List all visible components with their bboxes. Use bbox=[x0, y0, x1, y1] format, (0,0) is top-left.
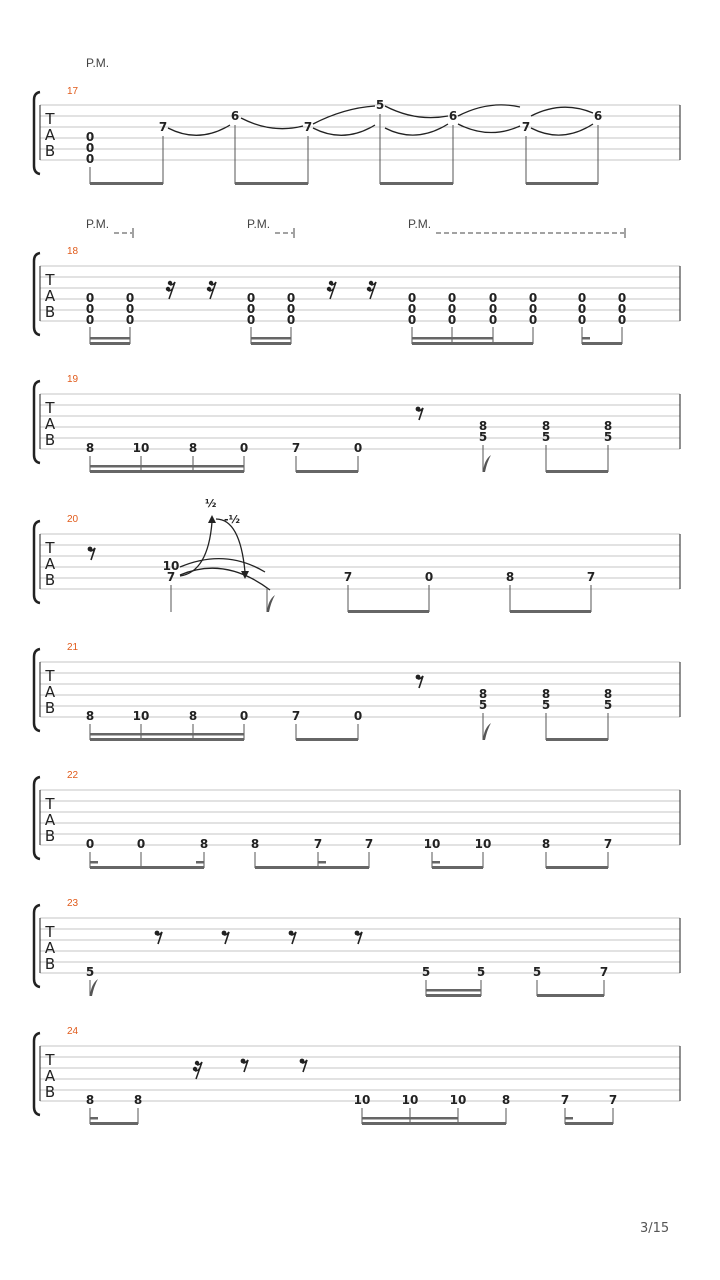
fret-number: 0 bbox=[528, 313, 538, 327]
fret-number: 5 bbox=[603, 430, 613, 444]
clef-a: A bbox=[44, 811, 56, 829]
fret-number: 0 bbox=[407, 313, 417, 327]
fret-number: 5 bbox=[603, 698, 613, 712]
fret-number: -½ bbox=[224, 513, 240, 526]
fret-number: 0 bbox=[85, 152, 95, 166]
measure-number: 24 bbox=[67, 1026, 79, 1037]
beams bbox=[348, 610, 591, 613]
rests bbox=[193, 1059, 307, 1079]
fret-number: 7 bbox=[603, 837, 613, 851]
measure-number: 17 bbox=[67, 86, 79, 97]
fret-number: 7 bbox=[364, 837, 374, 851]
clef-b: B bbox=[44, 955, 56, 973]
fret-number: 0 bbox=[136, 837, 146, 851]
rests bbox=[155, 931, 362, 944]
note-flag bbox=[267, 595, 275, 612]
palm-mute-markings bbox=[86, 217, 625, 238]
beams bbox=[90, 337, 622, 345]
fret-number: 7 bbox=[158, 120, 168, 134]
fret-number: 7 bbox=[343, 570, 353, 584]
fret-number: 7 bbox=[291, 441, 301, 455]
clef-b: B bbox=[44, 571, 56, 589]
fret-number: 0 bbox=[85, 130, 95, 144]
fret-number: 8 bbox=[188, 709, 198, 723]
fret-number: 0 bbox=[286, 302, 296, 316]
fret-number: 5 bbox=[421, 965, 431, 979]
fret-number: 5 bbox=[85, 965, 95, 979]
rest bbox=[289, 931, 296, 944]
clef-a: A bbox=[44, 287, 56, 305]
staff-bracket bbox=[34, 381, 40, 463]
fret-number: 0 bbox=[85, 313, 95, 327]
fret-number: 0 bbox=[488, 302, 498, 316]
stems bbox=[90, 980, 604, 996]
rest bbox=[327, 281, 336, 299]
fret-number: 10 bbox=[474, 837, 492, 851]
fret-number: 8 bbox=[199, 837, 209, 851]
fret-number: 0 bbox=[447, 313, 457, 327]
fret-number: 10 bbox=[401, 1093, 419, 1107]
fret-number: P.M. bbox=[86, 217, 110, 231]
fret-number: 8 bbox=[250, 837, 260, 851]
fret-number: 10 bbox=[132, 709, 150, 723]
fret-number: 5 bbox=[478, 430, 488, 444]
palm-mute-label: P.M. bbox=[86, 56, 110, 70]
rest bbox=[416, 675, 423, 688]
fret-number: 8 bbox=[188, 441, 198, 455]
clef-t: T bbox=[45, 1051, 55, 1069]
note-flag bbox=[483, 723, 491, 740]
beams bbox=[90, 733, 608, 741]
beams bbox=[90, 861, 608, 869]
slur-ties bbox=[180, 559, 270, 590]
fret-number: 0 bbox=[353, 441, 363, 455]
fret-number: 6 bbox=[230, 109, 240, 123]
staff-bracket bbox=[34, 1033, 40, 1115]
staff-lines bbox=[40, 534, 680, 589]
tab-notes bbox=[86, 965, 608, 979]
clef-a: A bbox=[44, 939, 56, 957]
fret-number: 0 bbox=[85, 291, 95, 305]
fret-number: 8 bbox=[603, 419, 613, 433]
fret-number: 8 bbox=[85, 441, 95, 455]
fret-number: 0 bbox=[617, 302, 627, 316]
tab-notes bbox=[86, 419, 612, 455]
stems bbox=[90, 1108, 613, 1124]
clef-t: T bbox=[45, 667, 55, 685]
stems bbox=[90, 852, 608, 868]
fret-number: 8 bbox=[541, 419, 551, 433]
rest bbox=[88, 547, 95, 560]
rest bbox=[207, 281, 216, 299]
rest bbox=[155, 931, 162, 944]
fret-number: 7 bbox=[560, 1093, 570, 1107]
fret-number: 7 bbox=[599, 965, 609, 979]
rest bbox=[241, 1059, 248, 1072]
clef-t: T bbox=[45, 110, 55, 128]
tab-staff-18 bbox=[34, 217, 680, 345]
fret-number: 10 bbox=[132, 441, 150, 455]
fret-number: 8 bbox=[85, 709, 95, 723]
fret-number: 5 bbox=[476, 965, 486, 979]
tab-notes bbox=[86, 837, 612, 851]
measure-number: 21 bbox=[67, 642, 79, 653]
fret-number: 0 bbox=[488, 313, 498, 327]
fret-number: 0 bbox=[85, 837, 95, 851]
measure-number: 23 bbox=[67, 898, 79, 909]
tab-notes bbox=[86, 687, 612, 723]
tab-staff-21 bbox=[34, 642, 680, 741]
clef-t: T bbox=[45, 539, 55, 557]
note-flag bbox=[483, 455, 491, 472]
fret-number: 0 bbox=[577, 313, 587, 327]
tab-staff-22 bbox=[34, 770, 680, 869]
fret-number: 0 bbox=[286, 291, 296, 305]
clef-t: T bbox=[45, 399, 55, 417]
clef-t: T bbox=[45, 271, 55, 289]
fret-number: 0 bbox=[85, 141, 95, 155]
staff-bracket bbox=[34, 253, 40, 335]
fret-number: 0 bbox=[617, 313, 627, 327]
fret-number: 8 bbox=[541, 837, 551, 851]
staff-bracket bbox=[34, 92, 40, 174]
clef-a: A bbox=[44, 126, 56, 144]
rest bbox=[416, 407, 423, 420]
clef-b: B bbox=[44, 303, 56, 321]
rest bbox=[355, 931, 362, 944]
clef-b: B bbox=[44, 827, 56, 845]
staff-bracket bbox=[34, 777, 40, 859]
measure-number: 19 bbox=[67, 374, 79, 385]
tab-notes bbox=[163, 559, 596, 584]
fret-number: 0 bbox=[125, 291, 135, 305]
fret-number: 8 bbox=[603, 687, 613, 701]
tab-notes bbox=[86, 291, 626, 327]
fret-number: 5 bbox=[375, 98, 385, 112]
fret-number: 0 bbox=[407, 302, 417, 316]
fret-number: 7 bbox=[303, 120, 313, 134]
measure-number: 18 bbox=[67, 246, 79, 257]
fret-number: 0 bbox=[447, 302, 457, 316]
fret-number: 8 bbox=[85, 1093, 95, 1107]
fret-number: 0 bbox=[528, 291, 538, 305]
fret-number: 0 bbox=[447, 291, 457, 305]
tab-staff-20 bbox=[34, 497, 680, 613]
clef-a: A bbox=[44, 683, 56, 701]
rest bbox=[300, 1059, 307, 1072]
page-number: 3/15 bbox=[640, 1221, 670, 1236]
fret-number: 10 bbox=[423, 837, 441, 851]
measure-number: 22 bbox=[67, 770, 79, 781]
clef-a: A bbox=[44, 555, 56, 573]
fret-number: 6 bbox=[448, 109, 458, 123]
fret-number: 0 bbox=[407, 291, 417, 305]
fret-number: ½ bbox=[205, 497, 217, 510]
fret-number: 7 bbox=[608, 1093, 618, 1107]
fret-number: 0 bbox=[488, 291, 498, 305]
fret-number: 7 bbox=[166, 570, 176, 584]
fret-number: 0 bbox=[85, 302, 95, 316]
fret-number: 5 bbox=[541, 698, 551, 712]
fret-number: 0 bbox=[577, 302, 587, 316]
fret-number: 0 bbox=[125, 313, 135, 327]
fret-number: 5 bbox=[532, 965, 542, 979]
fret-number: 0 bbox=[528, 302, 538, 316]
beams bbox=[90, 465, 608, 473]
fret-number: 0 bbox=[353, 709, 363, 723]
rest bbox=[166, 281, 175, 299]
fret-number: 8 bbox=[478, 419, 488, 433]
fret-number: 8 bbox=[501, 1093, 511, 1107]
clef-t: T bbox=[45, 923, 55, 941]
fret-number: 0 bbox=[125, 302, 135, 316]
clef-b: B bbox=[44, 699, 56, 717]
tab-staff-19 bbox=[34, 374, 680, 473]
fret-number: 8 bbox=[133, 1093, 143, 1107]
fret-number: 10 bbox=[162, 559, 180, 573]
fret-number: 7 bbox=[291, 709, 301, 723]
fret-number: 0 bbox=[239, 709, 249, 723]
fret-number: 6 bbox=[593, 109, 603, 123]
tab-staff-23 bbox=[34, 898, 680, 997]
staff-bracket bbox=[34, 905, 40, 987]
beams bbox=[90, 182, 598, 185]
staff-bracket bbox=[34, 649, 40, 731]
fret-number: 10 bbox=[449, 1093, 467, 1107]
beams bbox=[426, 989, 604, 997]
fret-number: 7 bbox=[521, 120, 531, 134]
fret-number: P.M. bbox=[247, 217, 271, 231]
beams bbox=[90, 1117, 613, 1125]
stems bbox=[90, 327, 622, 344]
fret-number: 5 bbox=[541, 430, 551, 444]
fret-number: 8 bbox=[478, 687, 488, 701]
tab-notes bbox=[86, 1093, 617, 1107]
fret-number: 8 bbox=[505, 570, 515, 584]
fret-number: P.M. bbox=[408, 217, 432, 231]
fret-number: 0 bbox=[246, 291, 256, 305]
staff-bracket bbox=[34, 521, 40, 603]
fret-number: 0 bbox=[246, 302, 256, 316]
clef-b: B bbox=[44, 431, 56, 449]
clef-a: A bbox=[44, 1067, 56, 1085]
tab-staff-17 bbox=[34, 56, 680, 185]
measure-number: 20 bbox=[67, 514, 79, 525]
note-flag bbox=[90, 979, 98, 996]
rest bbox=[193, 1061, 202, 1079]
rest bbox=[367, 281, 376, 299]
fret-number: 10 bbox=[353, 1093, 371, 1107]
fret-number: 0 bbox=[577, 291, 587, 305]
fret-number: 0 bbox=[286, 313, 296, 327]
tab-staff-24 bbox=[34, 1026, 680, 1125]
clef-a: A bbox=[44, 415, 56, 433]
fret-number: 7 bbox=[313, 837, 323, 851]
rests bbox=[166, 281, 376, 299]
fret-number: 7 bbox=[586, 570, 596, 584]
fret-number: 0 bbox=[424, 570, 434, 584]
rest bbox=[222, 931, 229, 944]
staff-lines bbox=[40, 918, 680, 973]
clef-b: B bbox=[44, 1083, 56, 1101]
fret-number: 0 bbox=[246, 313, 256, 327]
fret-number: 0 bbox=[239, 441, 249, 455]
fret-number: 5 bbox=[478, 698, 488, 712]
clef-b: B bbox=[44, 142, 56, 160]
clef-t: T bbox=[45, 795, 55, 813]
fret-number: 8 bbox=[541, 687, 551, 701]
fret-number: 0 bbox=[617, 291, 627, 305]
